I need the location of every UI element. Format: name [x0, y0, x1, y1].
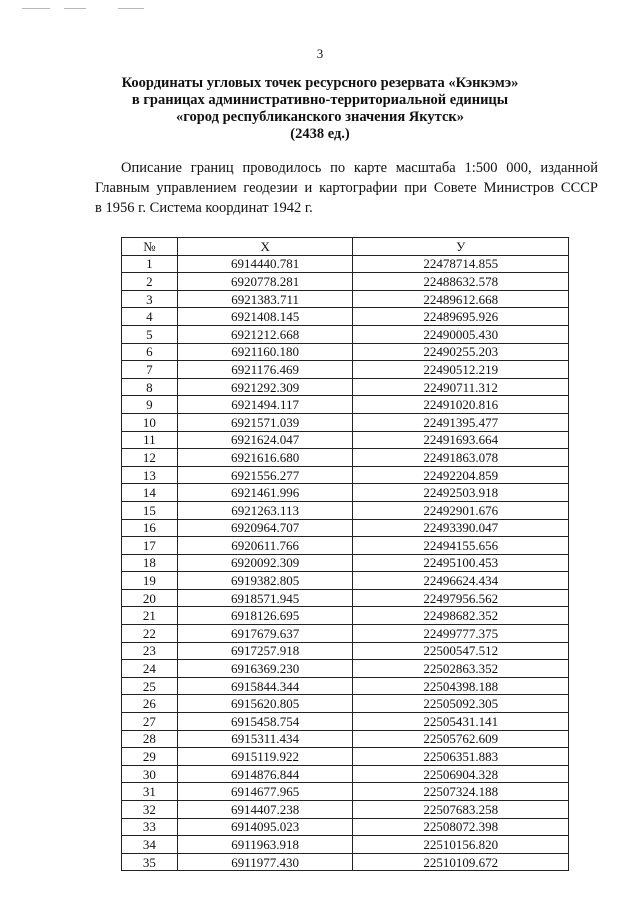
point-number-cell: 15: [122, 501, 178, 519]
y-coordinate-cell: 22506351.883: [353, 748, 569, 766]
table-row: [122, 801, 569, 819]
point-number-cell: 24: [122, 660, 178, 678]
x-coordinate-cell: 6921292.309: [177, 378, 353, 396]
point-number-cell: 17: [122, 537, 178, 555]
y-coordinate-cell: 22490005.430: [353, 325, 569, 343]
y-coordinate-cell: 22507324.188: [353, 783, 569, 801]
table-row: [122, 642, 569, 660]
table-row: [122, 537, 569, 555]
table-row: [122, 255, 569, 273]
y-coordinate-cell: 22508072.398: [353, 818, 569, 836]
x-coordinate-cell: 6921616.680: [177, 449, 353, 467]
y-coordinate-cell: 22495100.453: [353, 554, 569, 572]
point-number-cell: 8: [122, 378, 178, 396]
x-coordinate-cell: 6911963.918: [177, 836, 353, 854]
table-row: [122, 765, 569, 783]
x-coordinate-cell: 6911977.430: [177, 853, 353, 871]
y-coordinate-cell: 22502863.352: [353, 660, 569, 678]
x-coordinate-cell: 6914440.781: [177, 255, 353, 273]
point-number-cell: 1: [122, 255, 178, 273]
table-row: [122, 853, 569, 871]
table-row: [122, 308, 569, 326]
table-row: [122, 589, 569, 607]
x-coordinate-cell: 6917679.637: [177, 625, 353, 643]
x-coordinate-cell: 6920778.281: [177, 273, 353, 291]
x-coordinate-cell: 6915844.344: [177, 677, 353, 695]
table-row: [122, 484, 569, 502]
point-number-cell: 19: [122, 572, 178, 590]
point-number-cell: 31: [122, 783, 178, 801]
point-number-cell: 21: [122, 607, 178, 625]
y-coordinate-cell: 22497956.562: [353, 589, 569, 607]
table-row: [122, 396, 569, 414]
table-row: [122, 660, 569, 678]
x-coordinate-cell: 6921212.668: [177, 325, 353, 343]
description-paragraph: [95, 158, 598, 218]
x-coordinate-cell: 6921624.047: [177, 431, 353, 449]
y-coordinate-cell: 22496624.434: [353, 572, 569, 590]
table-row: [122, 343, 569, 361]
table-row: [122, 783, 569, 801]
title-line: Координаты угловых точек ресурсного резервата «Кэнкэмэ»: [121, 75, 519, 91]
point-number-cell: 11: [122, 431, 178, 449]
point-number-cell: 29: [122, 748, 178, 766]
title-line: (2438 ед.): [290, 126, 350, 142]
x-coordinate-cell: 6914095.023: [177, 818, 353, 836]
table-row: [122, 730, 569, 748]
point-number-cell: 7: [122, 361, 178, 379]
y-coordinate-cell: 22493390.047: [353, 519, 569, 537]
point-number-cell: 3: [122, 290, 178, 308]
header-y: У: [353, 238, 569, 256]
point-number-cell: 22: [122, 625, 178, 643]
y-coordinate-cell: 22489612.668: [353, 290, 569, 308]
page-number: 3: [316, 46, 324, 61]
point-number-cell: 23: [122, 642, 178, 660]
point-number-cell: 25: [122, 677, 178, 695]
x-coordinate-cell: 6921383.711: [177, 290, 353, 308]
y-coordinate-cell: 22507683.258: [353, 801, 569, 819]
x-coordinate-cell: 6915311.434: [177, 730, 353, 748]
point-number-cell: 32: [122, 801, 178, 819]
table-row: [122, 466, 569, 484]
table-row: [122, 413, 569, 431]
point-number-cell: 13: [122, 466, 178, 484]
scan-artifact-line: [118, 8, 144, 9]
point-number-cell: 18: [122, 554, 178, 572]
table-row: [122, 361, 569, 379]
y-coordinate-cell: 22491863.078: [353, 449, 569, 467]
point-number-cell: 20: [122, 589, 178, 607]
point-number-cell: 2: [122, 273, 178, 291]
point-number-cell: 33: [122, 818, 178, 836]
point-number-cell: 35: [122, 853, 178, 871]
table-row: [122, 572, 569, 590]
x-coordinate-cell: 6920964.707: [177, 519, 353, 537]
description-line: в 1956 г. Система координат 1942 г.: [95, 200, 313, 216]
title-line: в границах административно-территориальной единицы: [131, 92, 509, 108]
y-coordinate-cell: 22498682.352: [353, 607, 569, 625]
point-number-cell: 30: [122, 765, 178, 783]
header-number: №: [122, 238, 178, 256]
point-number-cell: 34: [122, 836, 178, 854]
x-coordinate-cell: 6919382.805: [177, 572, 353, 590]
x-coordinate-cell: 6916369.230: [177, 660, 353, 678]
y-coordinate-cell: 22505431.141: [353, 713, 569, 731]
x-coordinate-cell: 6918126.695: [177, 607, 353, 625]
table-row: [122, 519, 569, 537]
y-coordinate-cell: 22490711.312: [353, 378, 569, 396]
document-title: [40, 75, 600, 143]
x-coordinate-cell: 6921556.277: [177, 466, 353, 484]
x-coordinate-cell: 6921263.113: [177, 501, 353, 519]
point-number-cell: 27: [122, 713, 178, 731]
table-header-row: [122, 238, 569, 256]
x-coordinate-cell: 6914407.238: [177, 801, 353, 819]
point-number-cell: 4: [122, 308, 178, 326]
table-row: [122, 325, 569, 343]
x-coordinate-cell: 6921176.469: [177, 361, 353, 379]
table-row: [122, 836, 569, 854]
coordinates-table: [121, 237, 569, 871]
x-coordinate-cell: 6921160.180: [177, 343, 353, 361]
table-row: [122, 449, 569, 467]
x-coordinate-cell: 6914677.965: [177, 783, 353, 801]
x-coordinate-cell: 6915458.754: [177, 713, 353, 731]
table-row: [122, 695, 569, 713]
y-coordinate-cell: 22491395.477: [353, 413, 569, 431]
y-coordinate-cell: 22494155.656: [353, 537, 569, 555]
point-number-cell: 12: [122, 449, 178, 467]
table-row: [122, 713, 569, 731]
y-coordinate-cell: 22490255.203: [353, 343, 569, 361]
y-coordinate-cell: 22504398.188: [353, 677, 569, 695]
x-coordinate-cell: 6921494.117: [177, 396, 353, 414]
y-coordinate-cell: 22492204.859: [353, 466, 569, 484]
y-coordinate-cell: 22478714.855: [353, 255, 569, 273]
table-row: [122, 607, 569, 625]
x-coordinate-cell: 6915119.922: [177, 748, 353, 766]
point-number-cell: 5: [122, 325, 178, 343]
description-line: Описание границ проводилось по карте масштаба 1:500 000, изданной: [121, 160, 598, 176]
x-coordinate-cell: 6920611.766: [177, 537, 353, 555]
point-number-cell: 26: [122, 695, 178, 713]
y-coordinate-cell: 22492901.676: [353, 501, 569, 519]
x-coordinate-cell: 6921461.996: [177, 484, 353, 502]
y-coordinate-cell: 22491693.664: [353, 431, 569, 449]
table-row: [122, 501, 569, 519]
point-number-cell: 9: [122, 396, 178, 414]
table-row: [122, 290, 569, 308]
table-row: [122, 818, 569, 836]
y-coordinate-cell: 22490512.219: [353, 361, 569, 379]
scan-artifact-line: [22, 8, 50, 9]
point-number-cell: 10: [122, 413, 178, 431]
point-number-cell: 16: [122, 519, 178, 537]
y-coordinate-cell: 22506904.328: [353, 765, 569, 783]
table-row: [122, 273, 569, 291]
x-coordinate-cell: 6921408.145: [177, 308, 353, 326]
y-coordinate-cell: 22510156.820: [353, 836, 569, 854]
table-row: [122, 554, 569, 572]
y-coordinate-cell: 22510109.672: [353, 853, 569, 871]
scan-artifact-line: [64, 8, 86, 9]
table-row: [122, 378, 569, 396]
x-coordinate-cell: 6915620.805: [177, 695, 353, 713]
table-row: [122, 431, 569, 449]
x-coordinate-cell: 6914876.844: [177, 765, 353, 783]
point-number-cell: 14: [122, 484, 178, 502]
y-coordinate-cell: 22488632.578: [353, 273, 569, 291]
x-coordinate-cell: 6920092.309: [177, 554, 353, 572]
x-coordinate-cell: 6918571.945: [177, 589, 353, 607]
y-coordinate-cell: 22505092.305: [353, 695, 569, 713]
y-coordinate-cell: 22489695.926: [353, 308, 569, 326]
point-number-cell: 6: [122, 343, 178, 361]
y-coordinate-cell: 22499777.375: [353, 625, 569, 643]
table-row: [122, 748, 569, 766]
table-row: [122, 625, 569, 643]
x-coordinate-cell: 6921571.039: [177, 413, 353, 431]
y-coordinate-cell: 22505762.609: [353, 730, 569, 748]
point-number-cell: 28: [122, 730, 178, 748]
y-coordinate-cell: 22491020.816: [353, 396, 569, 414]
title-line: «город республиканского значения Якутск»: [175, 109, 465, 125]
y-coordinate-cell: 22492503.918: [353, 484, 569, 502]
description-line: Главным управлением геодезии и картографии при Совете Министров СССР: [95, 180, 598, 196]
y-coordinate-cell: 22500547.512: [353, 642, 569, 660]
header-x: X: [177, 238, 353, 256]
x-coordinate-cell: 6917257.918: [177, 642, 353, 660]
table-row: [122, 677, 569, 695]
